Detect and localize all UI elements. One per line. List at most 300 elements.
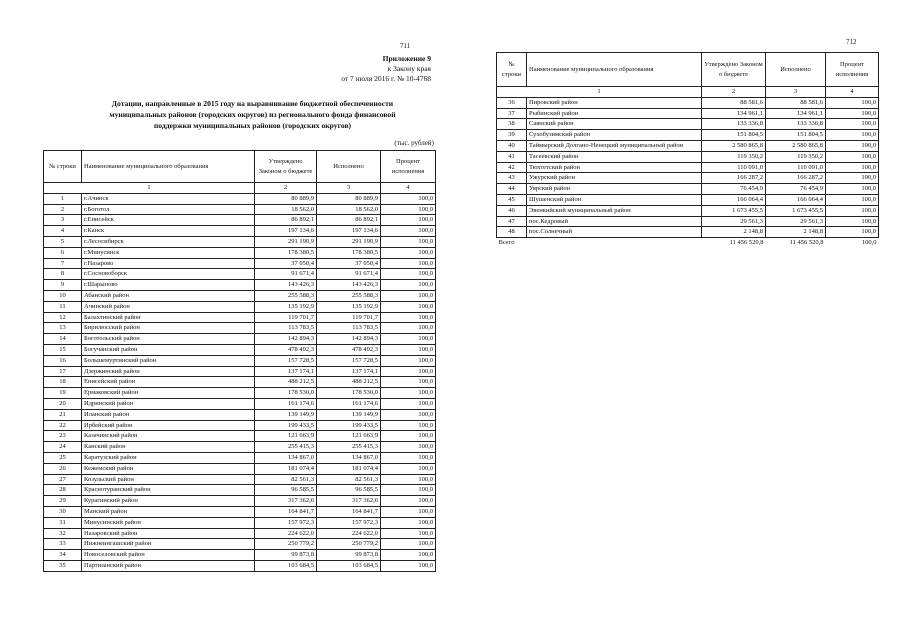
percent-cell: 100,0 xyxy=(381,409,436,420)
executed-amount-cell: 151 804,5 xyxy=(766,130,826,141)
percent-cell: 100,0 xyxy=(381,452,436,463)
row-number-cell: 6 xyxy=(44,247,82,258)
table-row xyxy=(44,226,436,237)
appendix-number: Приложение 9 xyxy=(382,54,431,63)
table-row xyxy=(497,194,879,205)
table-row xyxy=(44,377,436,388)
row-number-cell: 45 xyxy=(497,194,527,205)
appendix-date: от 7 июля 2016 г. № 10-4768 xyxy=(341,74,431,83)
municipality-name-cell: Краснотуранский район xyxy=(82,485,255,496)
table-row xyxy=(497,108,879,119)
executed-amount-cell: 110 091,0 xyxy=(766,162,826,173)
row-number-cell: 29 xyxy=(44,496,82,507)
approved-amount-cell: 91 671,4 xyxy=(255,269,317,280)
row-number-cell: 38 xyxy=(497,119,527,130)
approved-amount-cell: 135 192,9 xyxy=(255,301,317,312)
executed-amount-cell: 157 972,3 xyxy=(317,517,381,528)
executed-amount-cell: 119 701,7 xyxy=(317,312,381,323)
municipality-name-cell: Нижнеингашский район xyxy=(82,539,255,550)
municipality-name-cell: Тюхтетский район xyxy=(527,162,702,173)
executed-amount-cell: 82 561,3 xyxy=(317,474,381,485)
table-row xyxy=(44,280,436,291)
row-number-cell: 22 xyxy=(44,420,82,431)
approved-amount-cell: 76 454,9 xyxy=(702,184,766,195)
percent-cell: 100,0 xyxy=(826,227,879,238)
table-row xyxy=(44,517,436,528)
executed-amount-cell: 1 673 455,5 xyxy=(766,205,826,216)
table-row xyxy=(44,409,436,420)
percent-cell: 100,0 xyxy=(381,280,436,291)
executed-amount-cell: 113 783,5 xyxy=(317,323,381,334)
municipality-name-cell: Ачинский район xyxy=(82,301,255,312)
row-number-cell: 28 xyxy=(44,485,82,496)
row-number-cell: 19 xyxy=(44,388,82,399)
percent-cell: 100,0 xyxy=(826,194,879,205)
executed-amount-cell: 164 841,7 xyxy=(317,506,381,517)
municipality-name-cell: Эвенкийский муниципальный район xyxy=(527,205,702,216)
percent-cell: 100,0 xyxy=(381,431,436,442)
executed-amount-cell: 197 134,6 xyxy=(317,226,381,237)
row-number-cell: 15 xyxy=(44,344,82,355)
executed-amount-cell: 139 149,9 xyxy=(317,409,381,420)
percent-cell: 100,0 xyxy=(381,301,436,312)
municipality-name-cell: Пировский район xyxy=(527,97,702,108)
executed-amount-cell: 178 380,5 xyxy=(317,247,381,258)
municipality-name-cell: Боготольский район xyxy=(82,334,255,345)
executed-amount-cell: 143 426,3 xyxy=(317,280,381,291)
municipality-name-cell: г.Шарыпово xyxy=(82,280,255,291)
percent-cell: 100,0 xyxy=(381,355,436,366)
percent-cell: 100,0 xyxy=(381,474,436,485)
municipality-name-cell: Тасеевский район xyxy=(527,151,702,162)
total-approved: 11 456 520,8 xyxy=(702,238,766,248)
executed-amount-cell: 2 580 865,8 xyxy=(766,140,826,151)
subsidy-table-left xyxy=(43,150,436,572)
approved-amount-cell: 197 134,6 xyxy=(255,226,317,237)
executed-amount-cell: 199 433,5 xyxy=(317,420,381,431)
executed-amount-cell: 134 961,1 xyxy=(766,108,826,119)
row-number-cell: 39 xyxy=(497,130,527,141)
approved-amount-cell: 1 673 455,5 xyxy=(702,205,766,216)
executed-amount-cell: 99 873,8 xyxy=(317,550,381,561)
table-row xyxy=(44,344,436,355)
row-number-cell: 11 xyxy=(44,301,82,312)
municipality-name-cell: г.Сосновоборск xyxy=(82,269,255,280)
percent-cell: 100,0 xyxy=(381,560,436,571)
municipality-name-cell: Иланский район xyxy=(82,409,255,420)
units-label: (тыс. рублей) xyxy=(394,139,434,147)
percent-cell: 100,0 xyxy=(826,162,879,173)
percent-cell: 100,0 xyxy=(381,258,436,269)
approved-amount-cell: 178 530,0 xyxy=(255,388,317,399)
municipality-name-cell: Рыбинский район xyxy=(527,108,702,119)
executed-amount-cell: 166 064,4 xyxy=(766,194,826,205)
column-index-row: 1 2 3 4 xyxy=(497,87,879,98)
row-number-cell: 33 xyxy=(44,539,82,550)
approved-amount-cell: 151 804,5 xyxy=(702,130,766,141)
municipality-name-cell: г.Енисейск xyxy=(82,215,255,226)
approved-amount-cell: 161 174,6 xyxy=(255,398,317,409)
municipality-name-cell: Козульский район xyxy=(82,474,255,485)
table-row xyxy=(497,216,879,227)
municipality-name-cell: Каратузский район xyxy=(82,452,255,463)
table-row xyxy=(44,236,436,247)
row-number-cell: 1 xyxy=(44,193,82,204)
percent-cell: 100,0 xyxy=(381,442,436,453)
table-row xyxy=(44,496,436,507)
percent-cell: 100,0 xyxy=(826,216,879,227)
executed-amount-cell: 121 663,9 xyxy=(317,431,381,442)
municipality-name-cell: Шушенский район xyxy=(527,194,702,205)
table-row xyxy=(497,130,879,141)
table-row xyxy=(44,366,436,377)
executed-amount-cell: 255 588,3 xyxy=(317,290,381,301)
approved-amount-cell: 119 350,2 xyxy=(702,151,766,162)
row-number-cell: 47 xyxy=(497,216,527,227)
percent-cell: 100,0 xyxy=(381,312,436,323)
total-executed: 11 456 520,8 xyxy=(766,238,826,248)
percent-cell: 100,0 xyxy=(826,130,879,141)
row-number-cell: 2 xyxy=(44,204,82,215)
municipality-name-cell: Сухобузимский район xyxy=(527,130,702,141)
municipality-name-cell: Ужурский район xyxy=(527,173,702,184)
table-row xyxy=(44,323,436,334)
municipality-name-cell: Новоселовский район xyxy=(82,550,255,561)
municipality-name-cell: г.Назарово xyxy=(82,258,255,269)
executed-amount-cell: 166 287,2 xyxy=(766,173,826,184)
percent-cell: 100,0 xyxy=(381,377,436,388)
executed-amount-cell: 224 622,0 xyxy=(317,528,381,539)
approved-amount-cell: 250 779,2 xyxy=(255,539,317,550)
header-row-number: № строки xyxy=(497,53,527,87)
municipality-name-cell: г.Ачинск xyxy=(82,193,255,204)
percent-cell: 100,0 xyxy=(826,119,879,130)
municipality-name-cell: Абанский район xyxy=(82,290,255,301)
row-number-cell: 4 xyxy=(44,226,82,237)
total-label: Всего xyxy=(497,238,702,248)
executed-amount-cell: 37 050,4 xyxy=(317,258,381,269)
approved-amount-cell: 96 585,5 xyxy=(255,485,317,496)
municipality-name-cell: Уярский район xyxy=(527,184,702,195)
percent-cell: 100,0 xyxy=(381,550,436,561)
executed-amount-cell: 29 561,3 xyxy=(766,216,826,227)
header-executed: Исполнено xyxy=(317,151,381,183)
executed-amount-cell: 178 530,0 xyxy=(317,388,381,399)
row-number-cell: 10 xyxy=(44,290,82,301)
approved-amount-cell: 164 841,7 xyxy=(255,506,317,517)
table-row xyxy=(497,162,879,173)
executed-amount-cell: 103 684,5 xyxy=(317,560,381,571)
appendix-heading xyxy=(251,54,431,84)
executed-amount-cell: 488 212,5 xyxy=(317,377,381,388)
executed-amount-cell: 76 454,9 xyxy=(766,184,826,195)
table-row xyxy=(44,312,436,323)
executed-amount-cell: 478 492,3 xyxy=(317,344,381,355)
row-number-cell: 32 xyxy=(44,528,82,539)
row-number-cell: 35 xyxy=(44,560,82,571)
table-row xyxy=(44,431,436,442)
percent-cell: 100,0 xyxy=(381,485,436,496)
table-row xyxy=(497,173,879,184)
municipality-name-cell: Казачинский район xyxy=(82,431,255,442)
approved-amount-cell: 86 892,1 xyxy=(255,215,317,226)
executed-amount-cell: 181 074,4 xyxy=(317,463,381,474)
approved-amount-cell: 121 663,9 xyxy=(255,431,317,442)
municipality-name-cell: Манский район xyxy=(82,506,255,517)
header-row-number: № строки xyxy=(44,151,82,183)
row-number-cell: 25 xyxy=(44,452,82,463)
row-number-cell: 37 xyxy=(497,108,527,119)
approved-amount-cell: 133 336,8 xyxy=(702,119,766,130)
header-approved: Утверждено Законом о бюджете xyxy=(255,151,317,183)
approved-amount-cell: 317 362,6 xyxy=(255,496,317,507)
municipality-name-cell: Ирбейский район xyxy=(82,420,255,431)
approved-amount-cell: 2 580 865,8 xyxy=(702,140,766,151)
percent-cell: 100,0 xyxy=(381,269,436,280)
executed-amount-cell: 255 415,3 xyxy=(317,442,381,453)
table-row xyxy=(44,474,436,485)
municipality-name-cell: Канский район xyxy=(82,442,255,453)
approved-amount-cell: 478 492,3 xyxy=(255,344,317,355)
approved-amount-cell: 88 581,6 xyxy=(702,97,766,108)
table-row xyxy=(44,204,436,215)
approved-amount-cell: 82 561,3 xyxy=(255,474,317,485)
approved-amount-cell: 103 684,5 xyxy=(255,560,317,571)
header-name: Наименование муниципального образования xyxy=(82,151,255,183)
approved-amount-cell: 291 190,9 xyxy=(255,236,317,247)
approved-amount-cell: 224 622,0 xyxy=(255,528,317,539)
header-executed: Исполнено xyxy=(766,53,826,87)
executed-amount-cell: 133 336,8 xyxy=(766,119,826,130)
percent-cell: 100,0 xyxy=(381,517,436,528)
row-number-cell: 24 xyxy=(44,442,82,453)
row-number-cell: 26 xyxy=(44,463,82,474)
row-number-cell: 43 xyxy=(497,173,527,184)
percent-cell: 100,0 xyxy=(381,398,436,409)
approved-amount-cell: 37 050,4 xyxy=(255,258,317,269)
row-number-cell: 23 xyxy=(44,431,82,442)
column-index-row: 1 2 3 4 xyxy=(44,183,436,194)
percent-cell: 100,0 xyxy=(381,528,436,539)
executed-amount-cell: 80 889,9 xyxy=(317,193,381,204)
executed-amount-cell: 86 892,1 xyxy=(317,215,381,226)
approved-amount-cell: 178 380,5 xyxy=(255,247,317,258)
percent-cell: 100,0 xyxy=(381,323,436,334)
table-row xyxy=(44,301,436,312)
table-row xyxy=(44,560,436,571)
row-number-cell: 13 xyxy=(44,323,82,334)
approved-amount-cell: 80 889,9 xyxy=(255,193,317,204)
municipality-name-cell: Идринский район xyxy=(82,398,255,409)
document-title: Дотации, направленные в 2015 году на выравнивание бюджетной обеспеченности муниципальных районов (городских округов) из регионального фонда финансовой поддержки муниципальных районов (городских округов) xyxy=(109,99,396,130)
table-row xyxy=(44,463,436,474)
approved-amount-cell: 166 287,2 xyxy=(702,173,766,184)
percent-cell: 100,0 xyxy=(826,108,879,119)
row-number-cell: 14 xyxy=(44,334,82,345)
row-number-cell: 9 xyxy=(44,280,82,291)
table-row xyxy=(497,97,879,108)
row-number-cell: 42 xyxy=(497,162,527,173)
row-number-cell: 31 xyxy=(44,517,82,528)
row-number-cell: 20 xyxy=(44,398,82,409)
row-number-cell: 41 xyxy=(497,151,527,162)
row-number-cell: 46 xyxy=(497,205,527,216)
approved-amount-cell: 255 588,3 xyxy=(255,290,317,301)
row-number-cell: 27 xyxy=(44,474,82,485)
approved-amount-cell: 488 212,5 xyxy=(255,377,317,388)
percent-cell: 100,0 xyxy=(381,247,436,258)
table-row xyxy=(44,550,436,561)
percent-cell: 100,0 xyxy=(381,366,436,377)
percent-cell: 100,0 xyxy=(381,496,436,507)
percent-cell: 100,0 xyxy=(381,193,436,204)
approved-amount-cell: 119 701,7 xyxy=(255,312,317,323)
percent-cell: 100,0 xyxy=(381,388,436,399)
executed-amount-cell: 18 562,0 xyxy=(317,204,381,215)
percent-cell: 100,0 xyxy=(381,290,436,301)
row-number-cell: 7 xyxy=(44,258,82,269)
percent-cell: 100,0 xyxy=(826,97,879,108)
percent-cell: 100,0 xyxy=(381,334,436,345)
table-row xyxy=(497,119,879,130)
page-number-left: 711 xyxy=(400,42,411,50)
executed-amount-cell: 135 192,9 xyxy=(317,301,381,312)
approved-amount-cell: 99 873,8 xyxy=(255,550,317,561)
total-row xyxy=(497,238,879,248)
header-approved: Утверждено Законом о бюджете xyxy=(702,53,766,87)
percent-cell: 100,0 xyxy=(381,506,436,517)
table-row xyxy=(44,528,436,539)
percent-cell: 100,0 xyxy=(826,205,879,216)
approved-amount-cell: 134 961,1 xyxy=(702,108,766,119)
executed-amount-cell: 2 148,8 xyxy=(766,227,826,238)
municipality-name-cell: Бирилюсский район xyxy=(82,323,255,334)
percent-cell: 100,0 xyxy=(826,184,879,195)
municipality-name-cell: Богучанский район xyxy=(82,344,255,355)
percent-cell: 100,0 xyxy=(381,420,436,431)
header-percent: Процент исполнения xyxy=(381,151,436,183)
executed-amount-cell: 119 350,2 xyxy=(766,151,826,162)
municipality-name-cell: Партизанский район xyxy=(82,560,255,571)
municipality-name-cell: г.Канск xyxy=(82,226,255,237)
executed-amount-cell: 250 779,2 xyxy=(317,539,381,550)
percent-cell: 100,0 xyxy=(826,151,879,162)
approved-amount-cell: 166 064,4 xyxy=(702,194,766,205)
municipality-name-cell: пос.Кедровый xyxy=(527,216,702,227)
table-row xyxy=(44,442,436,453)
table-row xyxy=(44,215,436,226)
municipality-name-cell: Дзержинский район xyxy=(82,366,255,377)
percent-cell: 100,0 xyxy=(381,539,436,550)
row-number-cell: 48 xyxy=(497,227,527,238)
municipality-name-cell: Ермаковский район xyxy=(82,388,255,399)
percent-cell: 100,0 xyxy=(826,140,879,151)
executed-amount-cell: 161 174,6 xyxy=(317,398,381,409)
percent-cell: 100,0 xyxy=(826,173,879,184)
page-number-right: 712 xyxy=(846,38,857,46)
table-row xyxy=(44,398,436,409)
appendix-law: к Закону края xyxy=(387,64,431,73)
header-name: Наименование муниципального образования xyxy=(527,53,702,87)
approved-amount-cell: 29 561,3 xyxy=(702,216,766,227)
table-row xyxy=(44,269,436,280)
percent-cell: 100,0 xyxy=(381,344,436,355)
table-row xyxy=(44,247,436,258)
municipality-name-cell: г.Боготол xyxy=(82,204,255,215)
approved-amount-cell: 139 149,9 xyxy=(255,409,317,420)
municipality-name-cell: пос.Солнечный xyxy=(527,227,702,238)
approved-amount-cell: 143 426,3 xyxy=(255,280,317,291)
table-row xyxy=(44,506,436,517)
executed-amount-cell: 142 894,3 xyxy=(317,334,381,345)
approved-amount-cell: 157 728,5 xyxy=(255,355,317,366)
municipality-name-cell: Курагинский район xyxy=(82,496,255,507)
table-row xyxy=(44,258,436,269)
percent-cell: 100,0 xyxy=(381,236,436,247)
approved-amount-cell: 2 148,8 xyxy=(702,227,766,238)
row-number-cell: 18 xyxy=(44,377,82,388)
executed-amount-cell: 291 190,9 xyxy=(317,236,381,247)
table-row xyxy=(497,140,879,151)
table-row xyxy=(497,205,879,216)
approved-amount-cell: 134 867,0 xyxy=(255,452,317,463)
executed-amount-cell: 91 671,4 xyxy=(317,269,381,280)
municipality-name-cell: Саянский район xyxy=(527,119,702,130)
total-percent: 100,0 xyxy=(826,238,879,248)
percent-cell: 100,0 xyxy=(381,204,436,215)
table-row xyxy=(44,452,436,463)
row-number-cell: 44 xyxy=(497,184,527,195)
row-number-cell: 36 xyxy=(497,97,527,108)
municipality-name-cell: г.Минусинск xyxy=(82,247,255,258)
table-row xyxy=(44,334,436,345)
row-number-cell: 17 xyxy=(44,366,82,377)
percent-cell: 100,0 xyxy=(381,226,436,237)
table-row xyxy=(497,151,879,162)
approved-amount-cell: 199 433,5 xyxy=(255,420,317,431)
municipality-name-cell: г.Лесосибирск xyxy=(82,236,255,247)
approved-amount-cell: 255 415,3 xyxy=(255,442,317,453)
approved-amount-cell: 181 074,4 xyxy=(255,463,317,474)
row-number-cell: 16 xyxy=(44,355,82,366)
table-row xyxy=(44,388,436,399)
table-row xyxy=(497,184,879,195)
table-row xyxy=(44,193,436,204)
table-row xyxy=(44,290,436,301)
row-number-cell: 34 xyxy=(44,550,82,561)
executed-amount-cell: 137 174,1 xyxy=(317,366,381,377)
row-number-cell: 5 xyxy=(44,236,82,247)
row-number-cell: 40 xyxy=(497,140,527,151)
row-number-cell: 3 xyxy=(44,215,82,226)
table-row xyxy=(44,420,436,431)
approved-amount-cell: 18 562,0 xyxy=(255,204,317,215)
municipality-name-cell: Балахтинский район xyxy=(82,312,255,323)
table-row xyxy=(44,539,436,550)
subsidy-table-right xyxy=(496,52,879,248)
approved-amount-cell: 157 972,3 xyxy=(255,517,317,528)
approved-amount-cell: 113 783,5 xyxy=(255,323,317,334)
header-percent: Процент исполнения xyxy=(826,53,879,87)
municipality-name-cell: Большемуртинский район xyxy=(82,355,255,366)
approved-amount-cell: 110 091,0 xyxy=(702,162,766,173)
percent-cell: 100,0 xyxy=(381,463,436,474)
executed-amount-cell: 134 867,0 xyxy=(317,452,381,463)
executed-amount-cell: 157 728,5 xyxy=(317,355,381,366)
executed-amount-cell: 88 581,6 xyxy=(766,97,826,108)
municipality-name-cell: Кежемский район xyxy=(82,463,255,474)
municipality-name-cell: Минусинский район xyxy=(82,517,255,528)
